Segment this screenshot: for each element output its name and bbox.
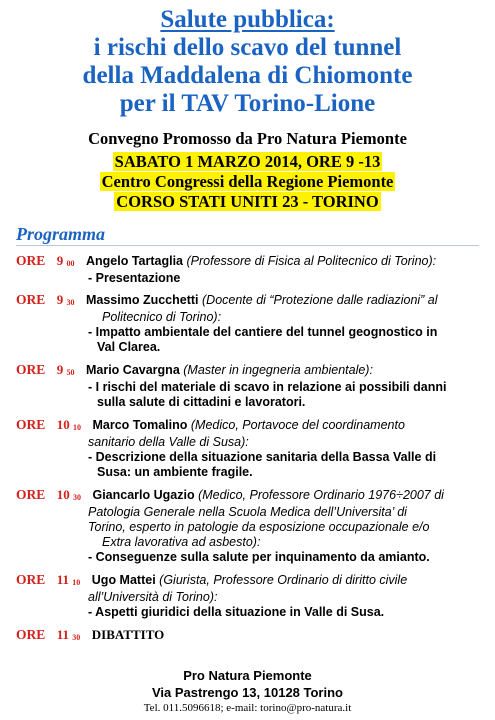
title-line-2: i rischi dello scavo del tunnel xyxy=(93,34,402,61)
dibattito-label: DIBATTITO xyxy=(91,627,165,642)
entry-time: 9 $_{30}$ xyxy=(56,292,75,307)
program-entry xyxy=(16,487,486,565)
entry-time: 10 $_{30}$ xyxy=(56,487,81,502)
program-entry xyxy=(16,292,486,355)
program-entry xyxy=(16,362,486,410)
event-address: CORSO STATI UNITI 23 - TORINO xyxy=(116,192,379,211)
speaker-name: Angelo Tartaglia xyxy=(85,254,183,268)
speaker-role-cont: Torino, esperto in patologie da esposizione occupazionale e/o xyxy=(88,520,430,534)
entry-time: 10 $_{10}$ xyxy=(56,417,81,432)
footer-org: Pro Natura Piemonte xyxy=(183,668,312,683)
program-entry xyxy=(16,417,486,480)
event-venue: Centro Congressi della Regione Piemonte xyxy=(101,172,394,191)
speaker-role-cont: Patologia Generale nella Scuola Medica dell’Universita’ di xyxy=(88,505,407,519)
programma-heading: Programma xyxy=(16,224,106,244)
title-line-4: per il TAV Torino-Lione xyxy=(119,90,376,117)
speaker-role-cont: Politecnico di Torino): xyxy=(102,310,222,324)
talk-title: - Impatto ambientale del cantiere del tunnel geognostico in Val Clarea. xyxy=(88,325,438,354)
talk-title: - Presentazione xyxy=(88,271,181,285)
speaker-role: (Docente di “Protezione dalle radiazioni” al xyxy=(202,293,438,307)
divider xyxy=(16,245,479,246)
program-entry xyxy=(16,253,486,286)
footer-address: Via Pastrengo 13, 10128 Torino xyxy=(152,685,343,700)
ore-label: ORE xyxy=(16,487,46,502)
poster-title xyxy=(0,6,495,118)
program-entry xyxy=(16,572,486,620)
entry-time: 9 $_{00}$ xyxy=(56,253,75,268)
ore-label: ORE xyxy=(16,627,46,642)
ore-label: ORE xyxy=(16,253,46,268)
speaker-name: Marco Tomalino xyxy=(92,418,188,432)
speaker-role-cont: Extra lavorativa ad asbesto): xyxy=(102,535,261,549)
entry-time: 11 $_{30}$ xyxy=(56,627,81,642)
speaker-name: Mario Cavargna xyxy=(85,363,180,377)
promoter-line: Convegno Promosso da Pro Natura Piemonte xyxy=(88,129,407,148)
speaker-role: (Medico, Professore Ordinario 1976÷2007 di xyxy=(198,488,444,502)
speaker-name: Giancarlo Ugazio xyxy=(92,488,195,502)
program-entry xyxy=(16,627,486,645)
footer-contacts: Tel. 011.5096618; e-mail: torino@pro-natura.it xyxy=(143,702,352,714)
speaker-role-cont: sanitario della Valle di Susa): xyxy=(88,435,249,449)
speaker-name: Ugo Mattei xyxy=(91,573,156,587)
talk-title: - Conseguenze sulla salute per inquinamento da amianto. xyxy=(88,550,430,564)
ore-label: ORE xyxy=(16,292,46,307)
ore-label: ORE xyxy=(16,362,46,377)
talk-title: - Aspetti giuridici della situazione in Valle di Susa. xyxy=(88,605,385,619)
entry-time: 11 $_{10}$ xyxy=(56,572,81,587)
ore-label: ORE xyxy=(16,417,46,432)
speaker-role-cont: all’Università di Torino): xyxy=(88,590,218,604)
event-date: SABATO 1 MARZO 2014, ORE 9 -13 xyxy=(114,152,381,171)
ore-label: ORE xyxy=(16,572,46,587)
speaker-role: (Master in ingegneria ambientale): xyxy=(183,363,373,377)
title-line-3: della Maddalena di Chiomonte xyxy=(82,62,413,89)
speaker-role: (Giurista, Professore Ordinario di diritto civile xyxy=(159,573,408,587)
talk-title: - I rischi del materiale di scavo in relazione ai possibili danni sulla salute di cittadini e lavoratori. xyxy=(88,380,447,409)
speaker-role: (Medico, Portavoce del coordinamento xyxy=(190,418,405,432)
title-line-1: Salute pubblica: xyxy=(160,6,335,33)
speaker-name: Massimo Zucchetti xyxy=(85,293,199,307)
talk-title: - Descrizione della situazione sanitaria della Bassa Valle di Susa: un ambiente fragile. xyxy=(88,450,437,479)
entry-time: 9 $_{50}$ xyxy=(56,362,75,377)
speaker-role: (Professore di Fisica al Politecnico di Torino): xyxy=(186,254,437,268)
